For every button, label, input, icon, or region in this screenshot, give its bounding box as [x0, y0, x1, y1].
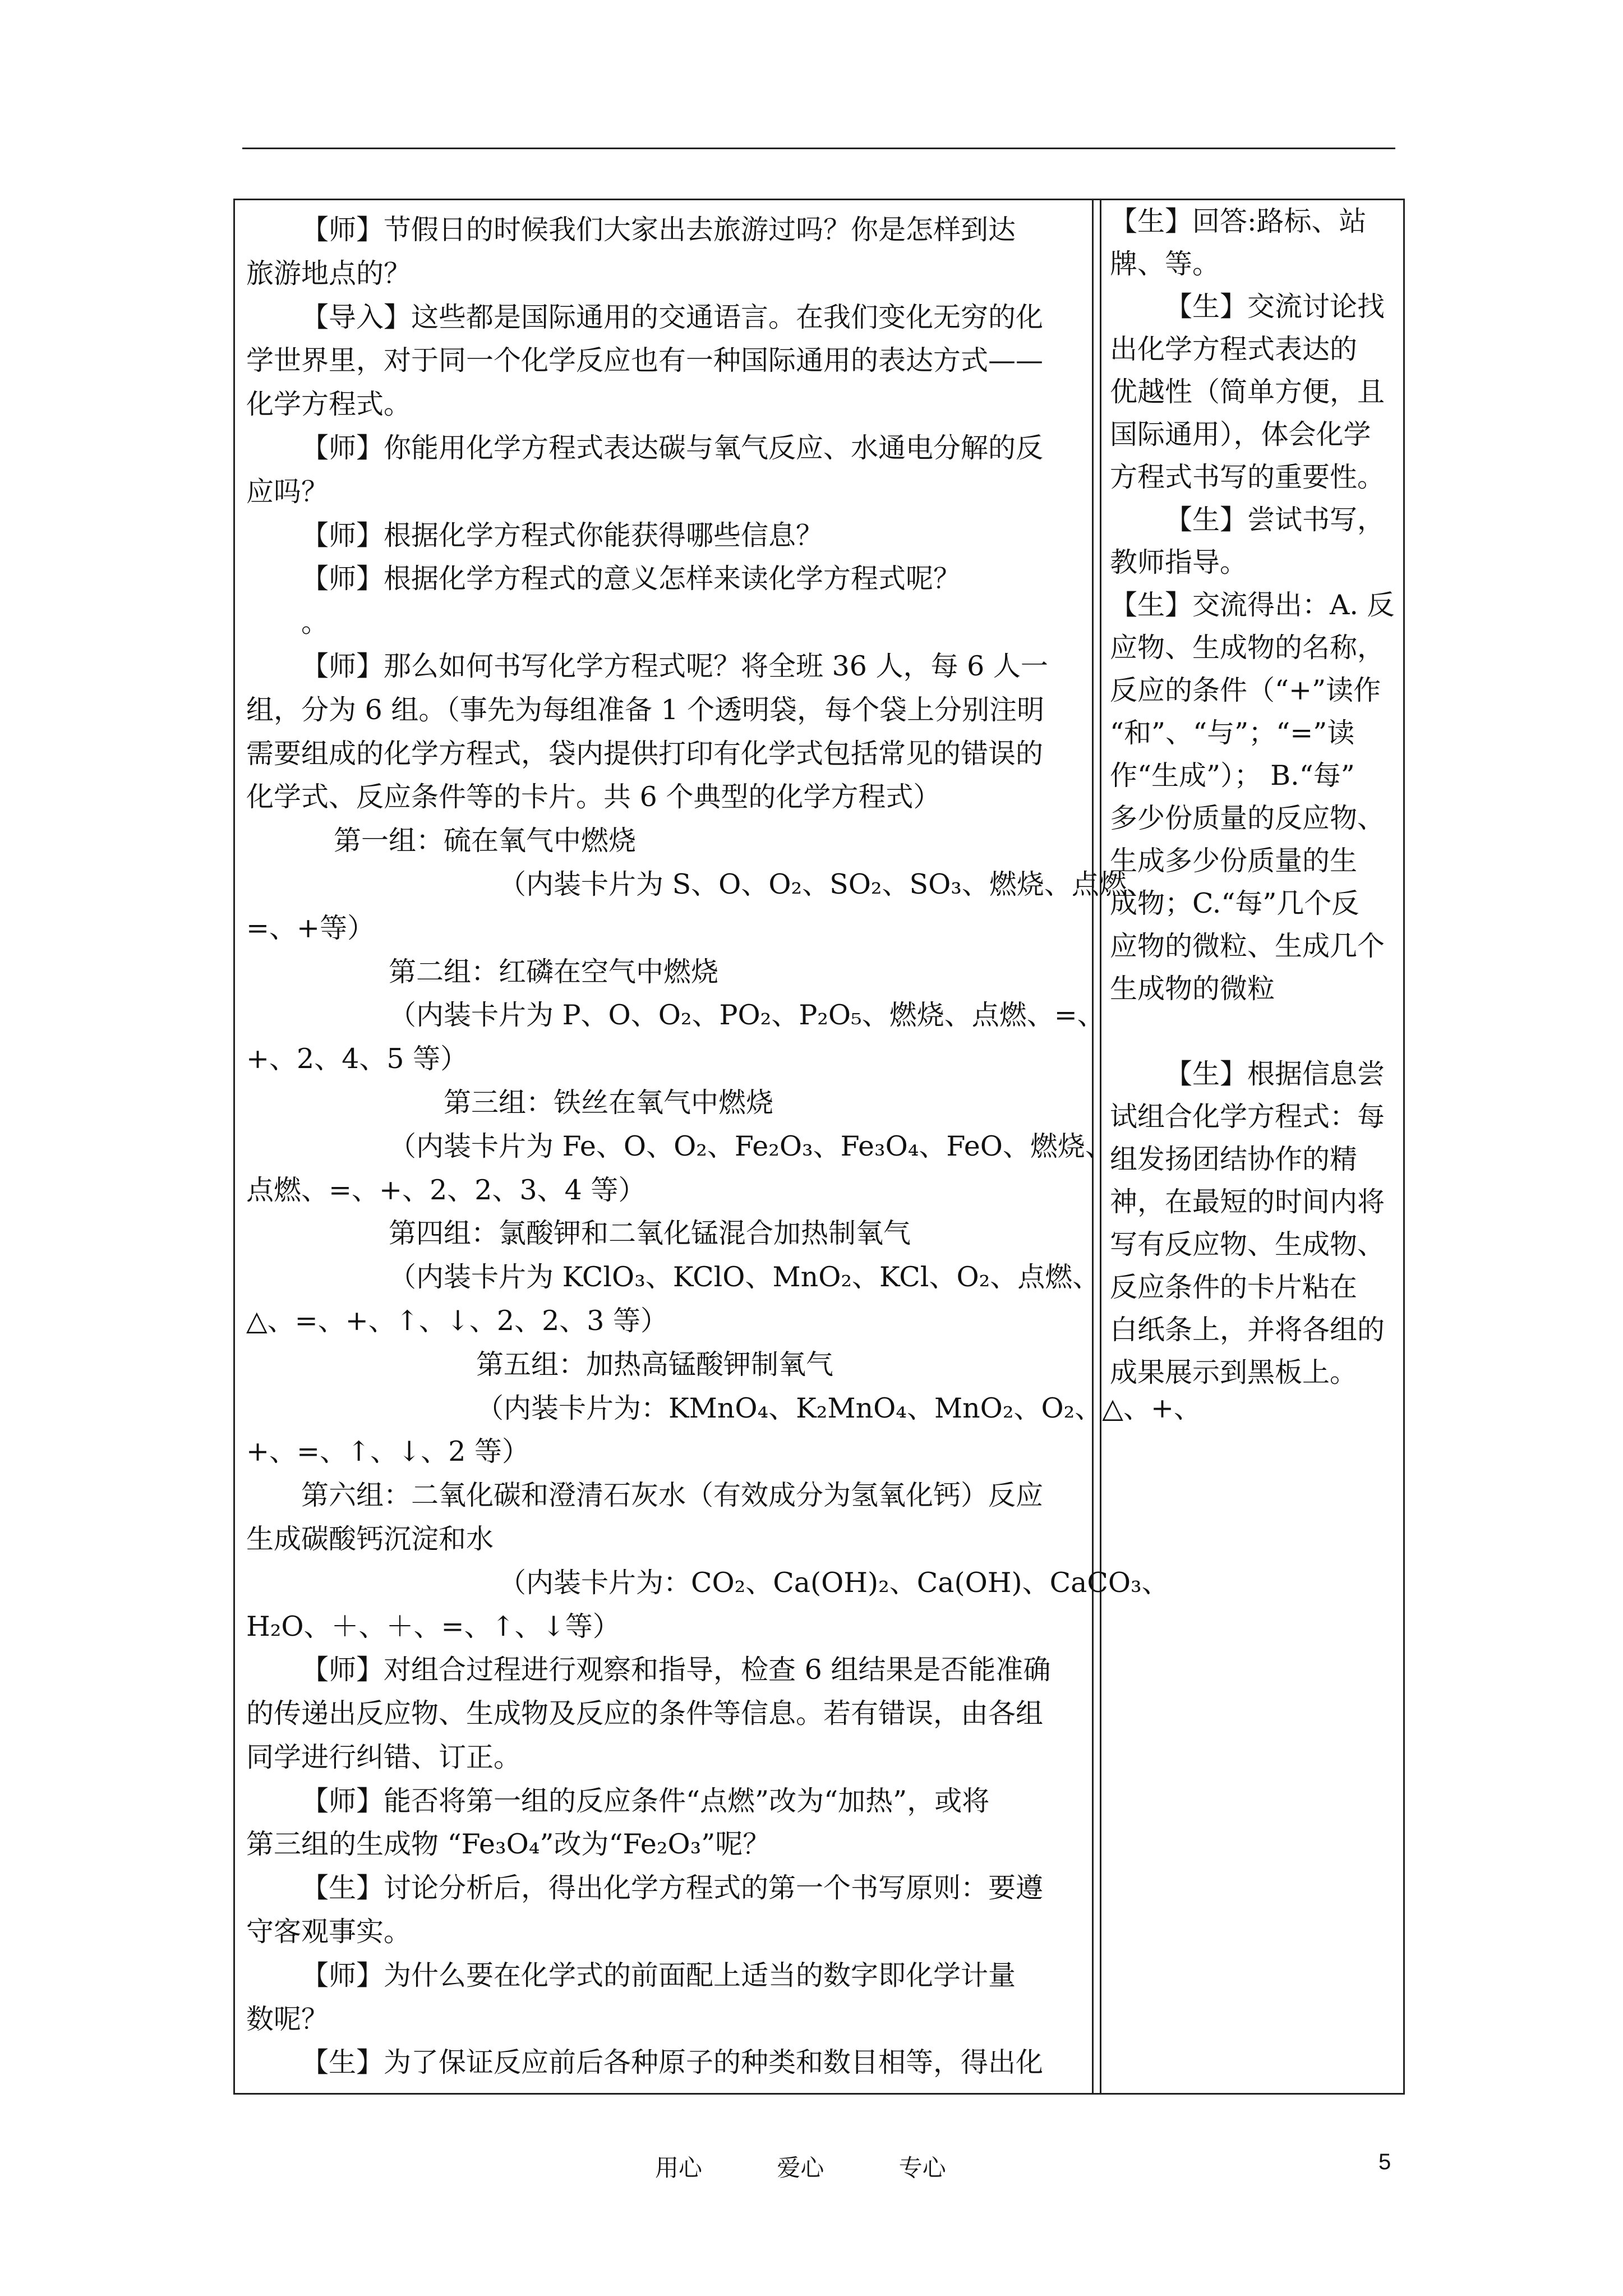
text-line: 第三组：铁丝在氧气中燃烧: [444, 1086, 774, 1119]
text-line: △、=、+、↑、↓、2、2、3 等）: [246, 1304, 668, 1337]
text-line: 成果展示到黑板上。: [1110, 1356, 1358, 1388]
text-line: 。: [301, 606, 329, 639]
text-line: 应物、生成物的名称，: [1110, 632, 1385, 664]
text-line: 反应的条件（“+”读作: [1110, 674, 1381, 706]
text-line: 【生】回答:路标、站: [1110, 205, 1367, 237]
text-line: 【生】尝试书写，: [1165, 504, 1385, 536]
text-line: 应物的微粒、生成几个: [1110, 930, 1385, 962]
text-line: 第四组：氯酸钾和二氧化锰混合加热制氧气: [389, 1217, 911, 1250]
text-line: 【师】对组合过程进行观察和指导，检查 6 组结果是否能准确: [301, 1654, 1051, 1686]
text-line: 【师】那么如何书写化学方程式呢？将全班 36 人，每 6 人一: [301, 650, 1048, 682]
text-line: 白纸条上，并将各组的: [1110, 1314, 1385, 1346]
footer-motto: 爱心: [777, 2154, 824, 2182]
text-line: H₂O、＋、＋、=、↑、↓等）: [246, 1610, 620, 1642]
text-line: 试组合化学方程式：每: [1110, 1101, 1385, 1133]
text-line: 化学式、反应条件等的卡片。共 6 个典型的化学方程式）: [246, 781, 941, 813]
footer-motto: 用心: [655, 2154, 703, 2182]
footer-mottos: [655, 2150, 1013, 2183]
text-line: 第五组：加热高锰酸钾制氧气: [476, 1348, 834, 1381]
text-line: 方程式书写的重要性。: [1110, 461, 1385, 493]
text-line: 点燃、=、+、2、2、3、4 等）: [246, 1174, 646, 1206]
text-line: [1110, 1010, 1396, 1053]
text-line: 【生】交流得出：A. 反: [1110, 589, 1395, 621]
text-line: 的传递出反应物、生成物及反应的条件等信息。若有错误，由各组: [246, 1697, 1044, 1730]
text-line: 守客观事实。: [246, 1916, 412, 1948]
text-line: 【师】能否将第一组的反应条件“点燃”改为“加热”，或将: [301, 1784, 990, 1817]
text-line: 组发扬团结协作的精: [1110, 1143, 1358, 1175]
footer-motto: 专心: [898, 2154, 946, 2182]
text-line: 牌、等。: [1110, 248, 1220, 280]
text-line: 化学方程式。: [246, 388, 412, 421]
text-line: 【导入】这些都是国际通用的交通语言。在我们变化无穷的化: [301, 301, 1044, 333]
text-line: 反应条件的卡片粘在: [1110, 1271, 1358, 1303]
text-line: （内装卡片为 KClO₃、KClO、MnO₂、KCl、O₂、点燃、: [389, 1261, 1100, 1294]
text-line: 出化学方程式表达的: [1110, 333, 1358, 365]
lesson-table: [233, 199, 1405, 2095]
text-line: 作“生成”）； B.“每”: [1110, 760, 1355, 792]
text-line: 【师】根据化学方程式你能获得哪些信息？: [301, 519, 824, 551]
text-line: 数呢？: [246, 2003, 329, 2035]
text-line: 成物；C.“每”几个反: [1110, 887, 1359, 919]
text-line: 需要组成的化学方程式，袋内提供打印有化学式包括常见的错误的: [246, 737, 1044, 770]
text-line: +、2、4、5 等）: [246, 1043, 468, 1075]
text-line: 多少份质量的反应物、: [1110, 802, 1385, 834]
text-line: 【师】你能用化学方程式表达碳与氧气反应、水通电分解的反: [301, 431, 1044, 464]
text-line: 学世界里，对于同一个化学反应也有一种国际通用的表达方式——: [246, 344, 1044, 377]
text-line: （内装卡片为 S、O、O₂、SO₂、SO₃、燃烧、点燃、: [499, 868, 1154, 900]
text-line: 【师】根据化学方程式的意义怎样来读化学方程式呢？: [301, 563, 961, 595]
text-line: 旅游地点的？: [246, 257, 412, 289]
text-line: “和”、“与”；“=”读: [1110, 717, 1355, 749]
text-line: 【生】交流讨论找: [1165, 291, 1385, 323]
text-line: 第一组：硫在氧气中燃烧: [334, 825, 637, 857]
text-line: 神，在最短的时间内将: [1110, 1186, 1385, 1218]
student-activity-column: [1110, 200, 1396, 1394]
text-line: 第三组的生成物 “Fe₃O₄”改为“Fe₂O₃”呢？: [246, 1828, 771, 1861]
text-line: 【师】为什么要在化学式的前面配上适当的数字即化学计量: [301, 1959, 1016, 1991]
text-line: 生成多少份质量的生: [1110, 845, 1358, 877]
text-line: =、+等）: [246, 912, 375, 944]
text-line: 生成碳酸钙沉淀和水: [246, 1522, 494, 1555]
text-line: 第六组：二氧化碳和澄清石灰水（有效成分为氢氧化钙）反应: [301, 1479, 1044, 1512]
text-line: 组，分为 6 组。（事先为每组准备 1 个透明袋，每个袋上分别注明: [246, 693, 1045, 726]
header-rule: [242, 148, 1395, 149]
page-number: 5: [1378, 2150, 1391, 2174]
text-line: 第二组：红磷在空气中燃烧: [389, 955, 719, 988]
text-line: 写有反应物、生成物、: [1110, 1228, 1385, 1260]
text-line: 国际通用），体会化学: [1110, 418, 1371, 450]
text-line: 生成物的微粒: [1110, 973, 1275, 1005]
text-line: 应吗？: [246, 475, 329, 508]
text-line: +、=、↑、↓、2 等）: [246, 1435, 529, 1468]
text-line: （内装卡片为 P、O、O₂、PO₂、P₂O₅、燃烧、点燃、=、: [389, 999, 1105, 1032]
text-line: 优越性（简单方便，且: [1110, 376, 1385, 408]
text-line: 【生】讨论分析后，得出化学方程式的第一个书写原则：要遵: [301, 1872, 1044, 1904]
text-line: 教师指导。: [1110, 546, 1248, 578]
text-line: （内装卡片为 Fe、O、O₂、Fe₂O₃、Fe₃O₄、FeO、燃烧、: [389, 1130, 1113, 1162]
text-line: 【生】为了保证反应前后各种原子的种类和数目相等，得出化: [301, 2046, 1044, 2079]
text-line: （内装卡片为：KMnO₄、K₂MnO₄、MnO₂、O₂、△、+、: [476, 1392, 1202, 1424]
text-line: 【师】节假日的时候我们大家出去旅游过吗？你是怎样到达: [301, 214, 1016, 246]
text-line: 同学进行纠错、订正。: [246, 1741, 522, 1773]
text-line: 【生】根据信息尝: [1165, 1058, 1385, 1090]
page-footer: [0, 2150, 1623, 2183]
text-line: （内装卡片为：CO₂、Ca(OH)₂、Ca(OH)、CaCO₃、: [499, 1566, 1169, 1599]
